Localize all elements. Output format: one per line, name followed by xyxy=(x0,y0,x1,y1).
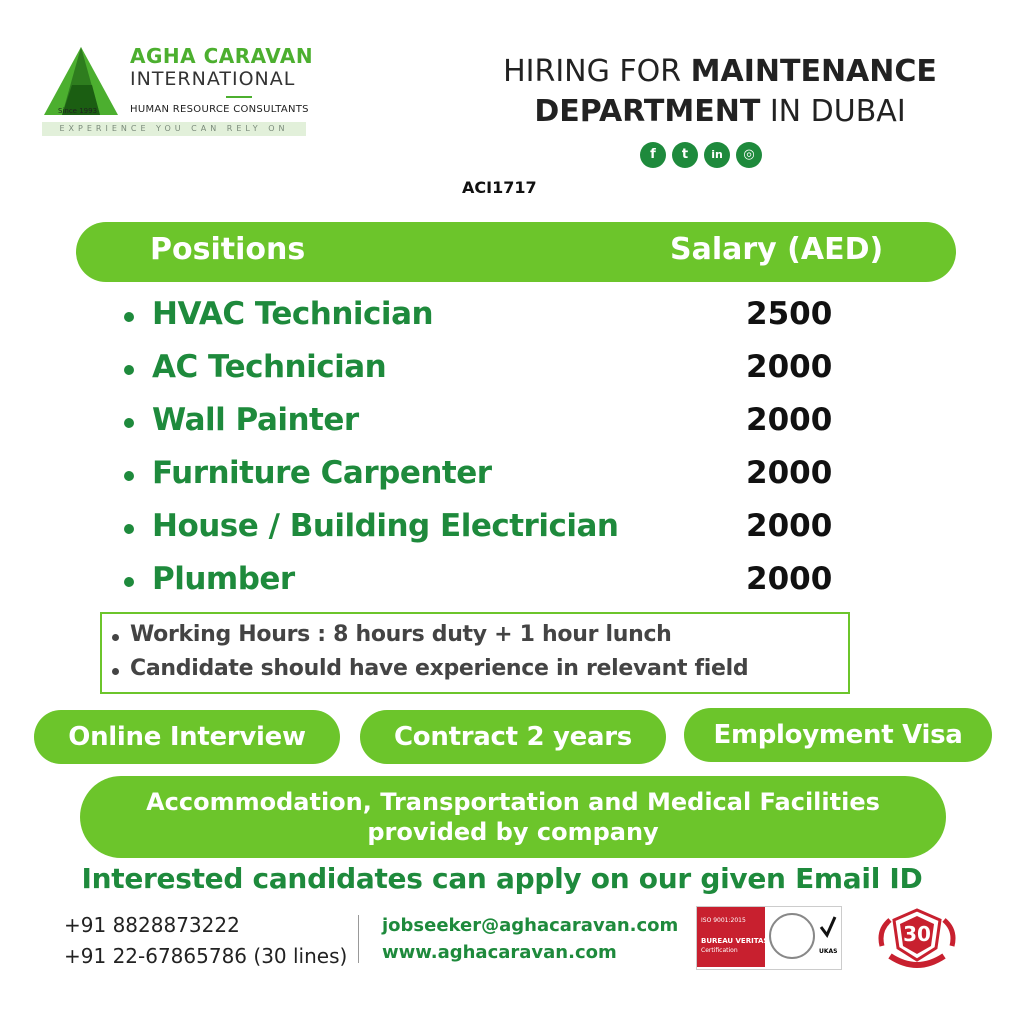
position-row xyxy=(120,396,880,446)
ukas-mark xyxy=(819,913,837,959)
position-name: Furniture Carpenter xyxy=(152,455,492,491)
position-salary: 2000 xyxy=(746,349,833,385)
brand-divider xyxy=(226,96,252,98)
contract-badge: Contract 2 years xyxy=(360,710,666,764)
facilities-line1: Accommodation, Transportation and Medical Facilities xyxy=(146,788,880,816)
bullet xyxy=(112,668,119,675)
bureau-veritas-certification xyxy=(696,906,842,970)
position-row xyxy=(120,290,880,340)
certification-label xyxy=(697,907,769,967)
position-salary: 2000 xyxy=(746,402,833,438)
twitter-icon[interactable]: t xyxy=(672,142,698,168)
instagram-icon[interactable]: ◎ xyxy=(736,142,762,168)
apply-instruction: Interested candidates can apply on our given Email ID xyxy=(81,862,923,895)
notes-box xyxy=(100,612,850,694)
ukas-label: UKAS xyxy=(819,948,838,955)
bullet xyxy=(112,634,119,641)
bullet xyxy=(124,312,134,322)
salary-header: Salary (AED) xyxy=(670,232,884,267)
footer-divider xyxy=(358,915,359,963)
position-name: HVAC Technician xyxy=(152,296,434,332)
iso-label: ISO 9001:2015 xyxy=(701,917,746,924)
since-label: Since 1993 xyxy=(58,107,98,115)
facilities-line2: provided by company xyxy=(367,818,659,846)
facebook-icon[interactable]: f xyxy=(640,142,666,168)
email-link[interactable]: jobseeker@aghacaravan.com xyxy=(382,915,679,936)
bullet xyxy=(124,365,134,375)
position-name: Plumber xyxy=(152,561,295,597)
position-row xyxy=(120,555,880,605)
position-name: AC Technician xyxy=(152,349,387,385)
position-row xyxy=(120,449,880,499)
checkmark-icon xyxy=(819,913,837,943)
position-row xyxy=(120,343,880,393)
bureau-label: BUREAU VERITAS xyxy=(701,937,769,945)
employment-visa-badge: Employment Visa xyxy=(684,708,992,762)
headline xyxy=(470,52,970,132)
bullet xyxy=(124,524,134,534)
anniversary-number: 30 xyxy=(903,922,931,946)
certification-text: Certification xyxy=(701,947,738,954)
positions-header: Positions xyxy=(150,232,306,267)
headline-line2-bold: DEPARTMENT xyxy=(534,94,761,129)
position-salary: 2500 xyxy=(746,296,833,332)
phone-number-1[interactable]: +91 8828873222 xyxy=(64,913,240,937)
position-row xyxy=(120,502,880,552)
working-hours-note: Working Hours : 8 hours duty + 1 hour lunch xyxy=(130,622,672,647)
position-salary: 2000 xyxy=(746,455,833,491)
linkedin-icon[interactable]: in xyxy=(704,142,730,168)
bullet xyxy=(124,471,134,481)
headline-line1-bold: MAINTENANCE xyxy=(690,54,937,89)
social-links xyxy=(640,142,762,168)
bullet xyxy=(124,418,134,428)
position-name: Wall Painter xyxy=(152,402,359,438)
job-reference: ACI1717 xyxy=(462,178,537,197)
brand-tagline: EXPERIENCE YOU CAN RELY ON xyxy=(42,122,306,136)
website-link[interactable]: www.aghacaravan.com xyxy=(382,942,617,963)
brand-subtitle: HUMAN RESOURCE CONSULTANTS xyxy=(130,104,309,115)
online-interview-badge: Online Interview xyxy=(34,710,340,764)
position-name: House / Building Electrician xyxy=(152,508,619,544)
experience-note: Candidate should have experience in relevant field xyxy=(130,656,749,681)
brand-name-line2: INTERNATIONAL xyxy=(130,68,296,90)
brand-name-line1: AGHA CARAVAN xyxy=(130,44,314,68)
bureau-veritas-seal-icon xyxy=(769,913,815,959)
position-salary: 2000 xyxy=(746,508,833,544)
headline-line2-normal: IN DUBAI xyxy=(760,94,906,129)
facilities-banner xyxy=(80,776,946,858)
30-years-badge xyxy=(876,906,958,972)
headline-line1-normal: HIRING FOR xyxy=(503,54,691,89)
position-salary: 2000 xyxy=(746,561,833,597)
phone-number-2[interactable]: +91 22-67865786 (30 lines) xyxy=(64,944,348,968)
bullet xyxy=(124,577,134,587)
